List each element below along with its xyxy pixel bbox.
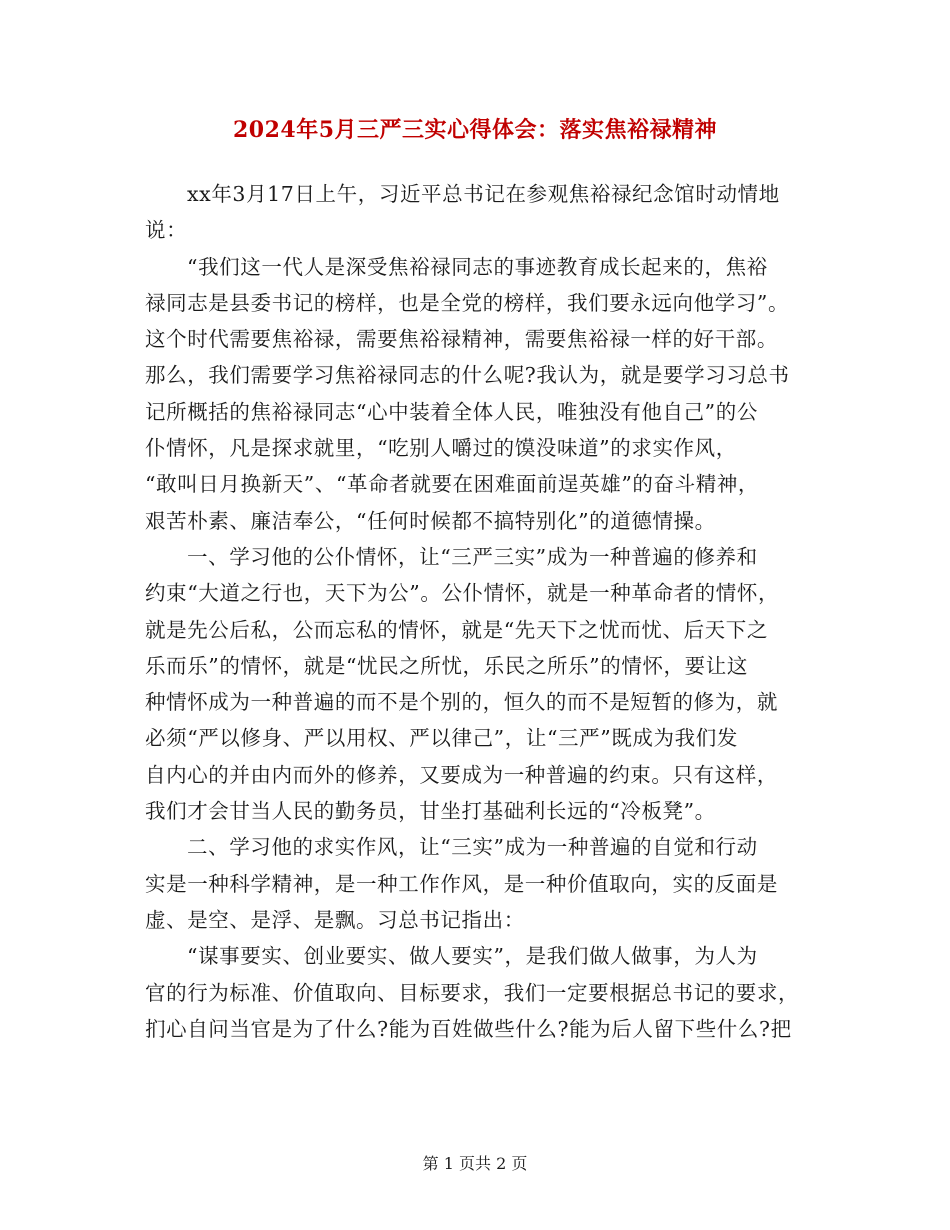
body-line: “谋事要实、创业要实、做人要实”，是我们做人做事，为人为 bbox=[187, 944, 758, 969]
body-line: “敢叫日月换新天”、“革命者就要在困难面前逞英雄”的奋斗精神， bbox=[145, 472, 760, 497]
page-footer: 第 1 页共 2 页 bbox=[422, 1154, 528, 1173]
body-line: 种情怀成为一种普遍的而不是个别的，恒久的而不是短暂的修为，就 bbox=[145, 690, 778, 715]
body-line: 虚、是空、是浮、是飘。习总书记指出： bbox=[145, 907, 525, 932]
body-line: 仆情怀，凡是探求就里，“吃别人嚼过的馍没味道”的求实作风， bbox=[145, 436, 737, 461]
body-line: 那么，我们需要学习焦裕禄同志的什么呢?我认为，就是要学习习总书 bbox=[145, 363, 790, 388]
body-line: xx年3月17日上午，习近平总书记在参观焦裕禄纪念馆时动情地 bbox=[187, 182, 780, 206]
body-line: 一、学习他的公仆情怀，让“三严三实”成为一种普遍的修养和 bbox=[187, 544, 758, 569]
body-line: 实是一种科学精神，是一种工作作风，是一种价值取向，实的反面是 bbox=[145, 871, 778, 896]
body-line: 乐而乐”的情怀，就是“忧民之所忧，乐民之所乐”的情怀，要让这 bbox=[145, 653, 748, 678]
body-line: 就是先公后私，公而忘私的情怀，就是“先天下之忧而忧、后天下之 bbox=[145, 617, 768, 642]
document-body bbox=[145, 176, 810, 1047]
body-line: 扪心自问当官是为了什么?能为百姓做些什么?能为后人留下些什么?把 bbox=[145, 1016, 792, 1041]
document-title: 2024年5月三严三实心得体会：落实焦裕禄精神 bbox=[232, 117, 718, 143]
body-line: 艰苦朴素、廉洁奉公，“任何时候都不搞特别化”的道德情操。 bbox=[145, 508, 716, 533]
body-line: 这个时代需要焦裕禄，需要焦裕禄精神，需要焦裕禄一样的好干部。 bbox=[145, 327, 778, 352]
body-line: 官的行为标准、价值取向、目标要求，我们一定要根据总书记的要求， bbox=[145, 980, 800, 1005]
body-line: 记所概括的焦裕禄同志“心中装着全体人民，唯独没有他自己”的公 bbox=[145, 399, 758, 424]
body-line: 禄同志是县委书记的榜样，也是全党的榜样，我们要永远向他学习”。 bbox=[145, 290, 790, 315]
body-line: 约束“大道之行也，天下为公”。公仆情怀，就是一种革命者的情怀， bbox=[145, 581, 780, 606]
body-line: 说： bbox=[145, 218, 188, 243]
body-line: 二、学习他的求实作风，让“三实”成为一种普遍的自觉和行动 bbox=[187, 835, 758, 860]
body-line: “我们这一代人是深受焦裕禄同志的事迹教育成长起来的，焦裕 bbox=[187, 254, 768, 279]
body-line: 我们才会甘当人民的勤务员，甘坐打基础利长远的“冷板凳”。 bbox=[145, 799, 716, 824]
body-line: 必须“严以修身、严以用权、严以律己”，让“三严”既成为我们发 bbox=[145, 726, 738, 751]
body-line: 自内心的并由内而外的修养，又要成为一种普遍的约束。只有这样， bbox=[145, 762, 778, 787]
